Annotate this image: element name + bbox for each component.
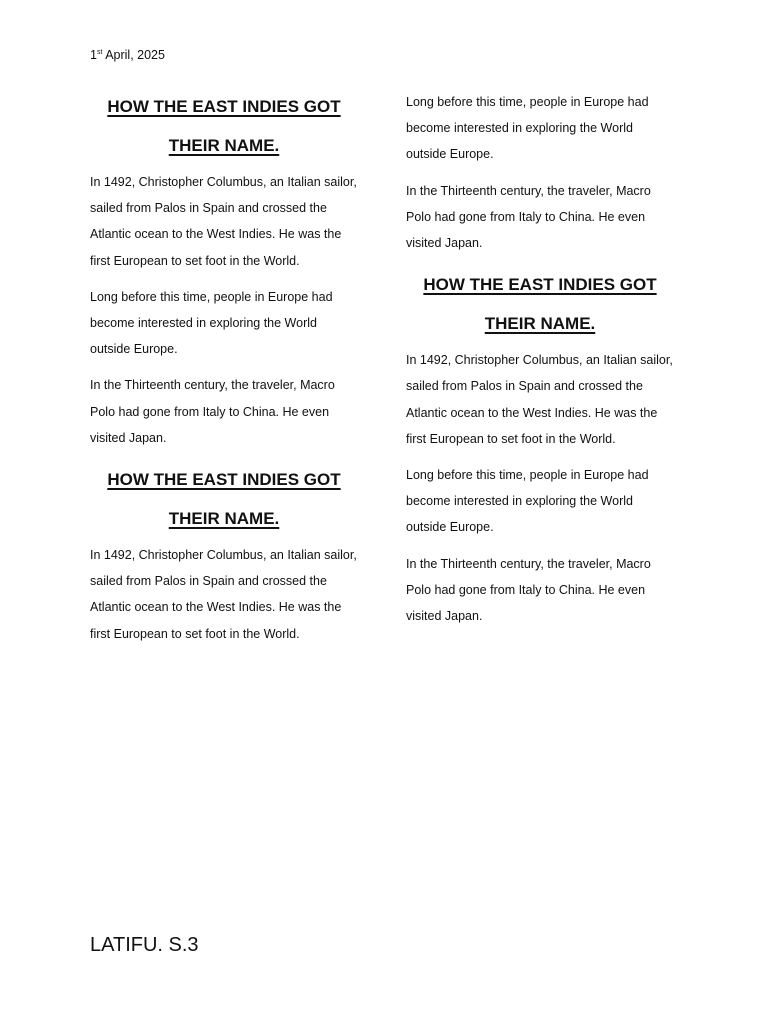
left-column	[90, 88, 366, 657]
document-date: 1st April, 2025	[90, 48, 165, 62]
paragraph-columbus: In 1492, Christopher Columbus, an Italian sailor, sailed from Palos in Spain and crossed the Atlantic ocean to the West Indies. He was the first European to set foot in the World.	[90, 175, 357, 268]
paragraph-europe: Long before this time, people in Europe had become interested in exploring the World outside Europe.	[406, 95, 649, 162]
paragraph-polo: In the Thirteenth century, the traveler, Macro Polo had gone from Italy to China. He even visited Japan.	[406, 556, 651, 624]
section-heading: HOW THE EAST INDIES GOT THEIR NAME.	[423, 275, 657, 333]
document-footer: LATIFU. S.3	[90, 934, 199, 956]
paragraph-columbus: In 1492, Christopher Columbus, an Italian sailor, sailed from Palos in Spain and crossed the Atlantic ocean to the West Indies. He was the first European to set foot in the World.	[406, 353, 673, 446]
section-heading: HOW THE EAST INDIES GOT THEIR NAME.	[107, 470, 341, 528]
paragraph-europe: Long before this time, people in Europe had become interested in exploring the World outside Europe.	[90, 289, 333, 357]
section-heading: HOW THE EAST INDIES GOT THEIR NAME.	[107, 97, 341, 155]
paragraph-columbus: In 1492, Christopher Columbus, an Italian sailor, sailed from Palos in Spain and crossed the Atlantic ocean to the West Indies. He was the first European to set foot in the World.	[90, 548, 357, 641]
date-ordinal-suffix: st	[96, 49, 103, 56]
right-column	[406, 89, 682, 639]
paragraph-polo: In the Thirteenth century, the traveler, Macro Polo had gone from Italy to China. He even visited Japan.	[90, 378, 335, 445]
paragraph-polo: In the Thirteenth century, the traveler, Macro Polo had gone from Italy to China. He even visited Japan.	[406, 183, 651, 251]
paragraph-europe: Long before this time, people in Europe had become interested in exploring the World outside Europe.	[406, 468, 649, 535]
